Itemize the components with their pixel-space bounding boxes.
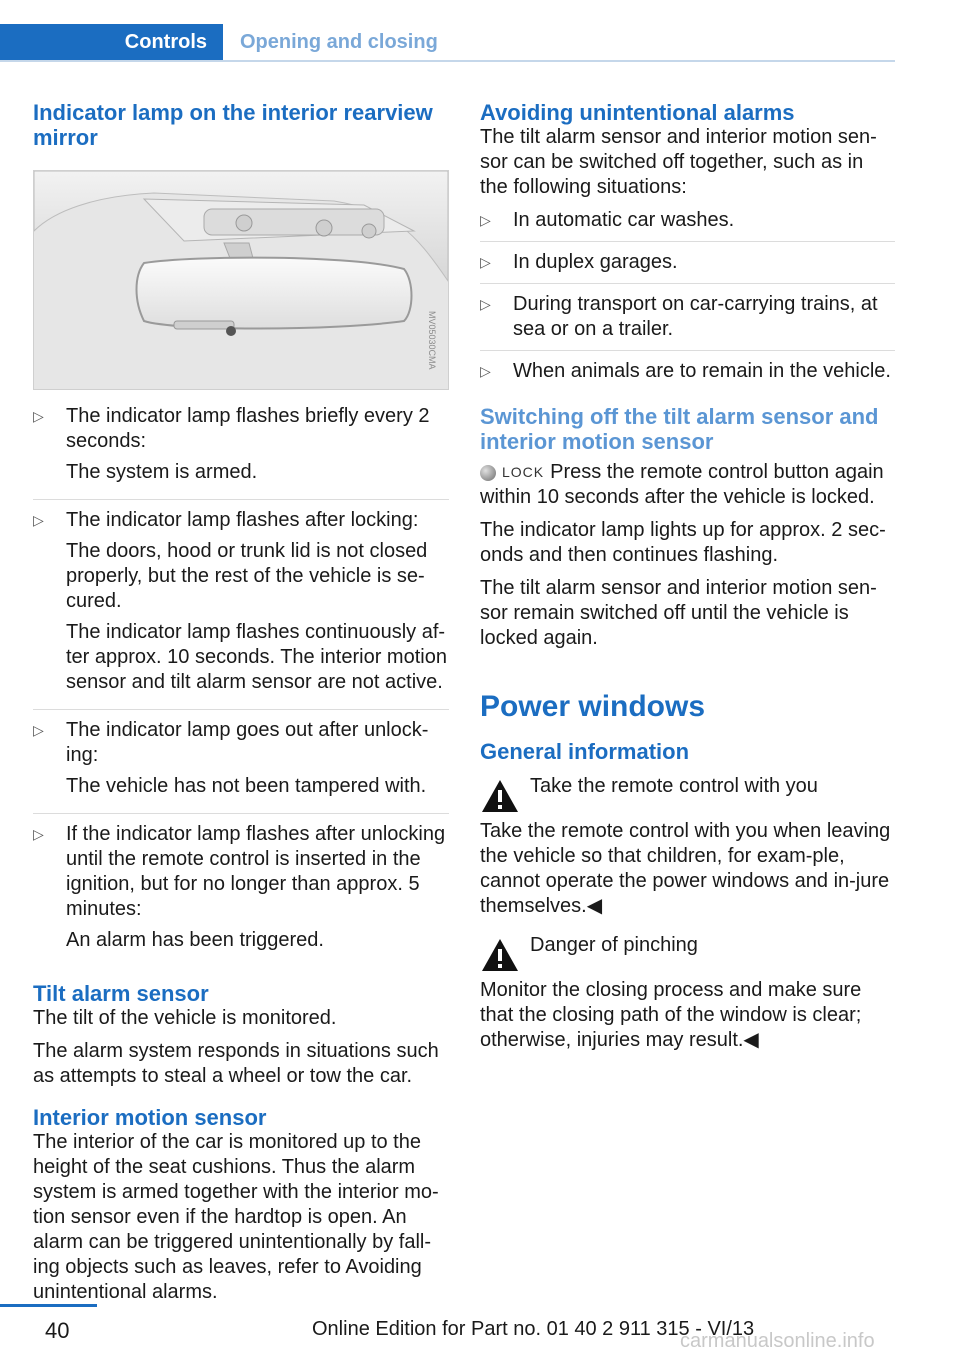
heading-power-windows: Power windows [480,690,706,724]
warning-body: Take the remote control with you when leaving the vehicle so that children, for exam‐ple, cannot operate the power windows and in‐jure themselves.◀ [480,820,891,918]
switch-paragraph-2: The indicator lamp lights up for approx. 2 sec‐onds and then continues flashing. [480,519,886,567]
warning-pinching [480,933,895,980]
triangle-bullet-icon: ▷ [480,212,491,228]
list-item: ▷ When animals are to remain in the vehicle. [480,360,891,382]
triangle-bullet-icon: ▷ [33,826,44,842]
list-item: ▷ During transport on car-carrying trains, at sea or on a trailer. [480,292,895,351]
remote-button-icon [480,465,496,481]
left-column [33,100,449,1313]
mirror-illustration [33,170,449,390]
section-tab-opening-closing[interactable]: Opening and closing [240,30,438,53]
warning-remote-control [480,774,895,821]
heading-general-information: General information [480,739,690,765]
heading-interior-motion: Interior motion sensor [33,1105,267,1130]
motion-paragraph: The interior of the car is monitored up to the height of the seat cushions. Thus the alarm system is armed together with the interior mo‐tion sensor even if the hardtop is open. An alarm can be triggered unintentionally by fall‐ing objects such as leaves, refer to Avoiding unintentional alarms. [33,1131,439,1303]
figure-code: MV05030CMA [427,311,437,370]
list-item: ▷ The indicator lamp goes out after unlock‐ing: The vehicle has not been tampered with. [33,718,449,814]
warning-title: Danger of pinching [530,934,698,957]
list-item: ▷ The indicator lamp flashes after locking: The doors, hood or trunk lid is not closed properly, but the rest of the vehicle is se‐cured. The indicator lamp flashes continuously af‐ter approx. 10 seconds. The interior motion sensor and tilt alarm sensor are not active. [33,508,449,710]
footer-divider [0,1304,97,1307]
triangle-bullet-icon: ▷ [480,363,491,379]
edition-text: Online Edition for Part no. 01 40 2 911 315 - VI/13 [312,1318,755,1340]
heading-avoiding-alarms: Avoiding unintentional alarms [480,100,795,125]
heading-tilt-alarm: Tilt alarm sensor [33,981,209,1006]
warning-title: Take the remote control with you [530,775,818,798]
tilt-paragraph-2: The alarm system responds in situations such as attempts to steal a wheel or tow the car. [33,1040,439,1087]
triangle-bullet-icon: ▷ [33,722,44,738]
switch-paragraph-1: LOCK Press the remote control button again within 10 seconds after the vehicle is locked. [480,461,884,509]
switch-paragraph-3: The tilt alarm sensor and interior motion sen‐sor remain switched off until the vehicle is locked again. [480,577,877,650]
right-column [480,100,895,1061]
avoid-paragraph: The tilt alarm sensor and interior motion sen‐sor can be switched off together, such as in the following situations: [480,126,877,198]
section-tab-controls[interactable]: Controls [0,24,223,60]
page-number: 40 [45,1318,70,1343]
warning-triangle-icon [480,933,520,980]
triangle-bullet-icon: ▷ [33,408,44,424]
lock-button-icon [480,460,544,485]
rearview-mirror-image [34,171,448,389]
page-header [0,0,895,62]
tilt-paragraph-1: The tilt of the vehicle is monitored. [33,1007,337,1029]
heading-indicator-lamp: Indicator lamp on the interior rearview mirror [33,100,433,150]
triangle-bullet-icon: ▷ [480,296,491,312]
lock-label: LOCK [502,464,545,481]
watermark-text: carmanualsonline.info [680,1330,875,1352]
list-item: ▷ In automatic car washes. [480,208,895,242]
avoid-list [480,208,895,392]
indicator-list [33,404,449,967]
list-item: ▷ If the indicator lamp flashes after unlocking until the remote control is inserted in the ignition, but for no longer than approx. 5 minutes: An alarm has been triggered. [33,823,446,951]
triangle-bullet-icon: ▷ [33,512,44,528]
warning-triangle-icon [480,774,520,821]
heading-switching-off: Switching off the tilt alarm sensor and interior motion sensor [480,404,879,454]
header-divider [0,60,895,62]
list-item: ▷ The indicator lamp flashes briefly every 2 seconds: The system is armed. [33,404,449,500]
list-item: ▷ In duplex garages. [480,250,895,284]
triangle-bullet-icon: ▷ [480,254,491,270]
warning-body: Monitor the closing process and make sure that the closing path of the window is clear; otherwise, injuries may result.◀ [480,979,862,1052]
